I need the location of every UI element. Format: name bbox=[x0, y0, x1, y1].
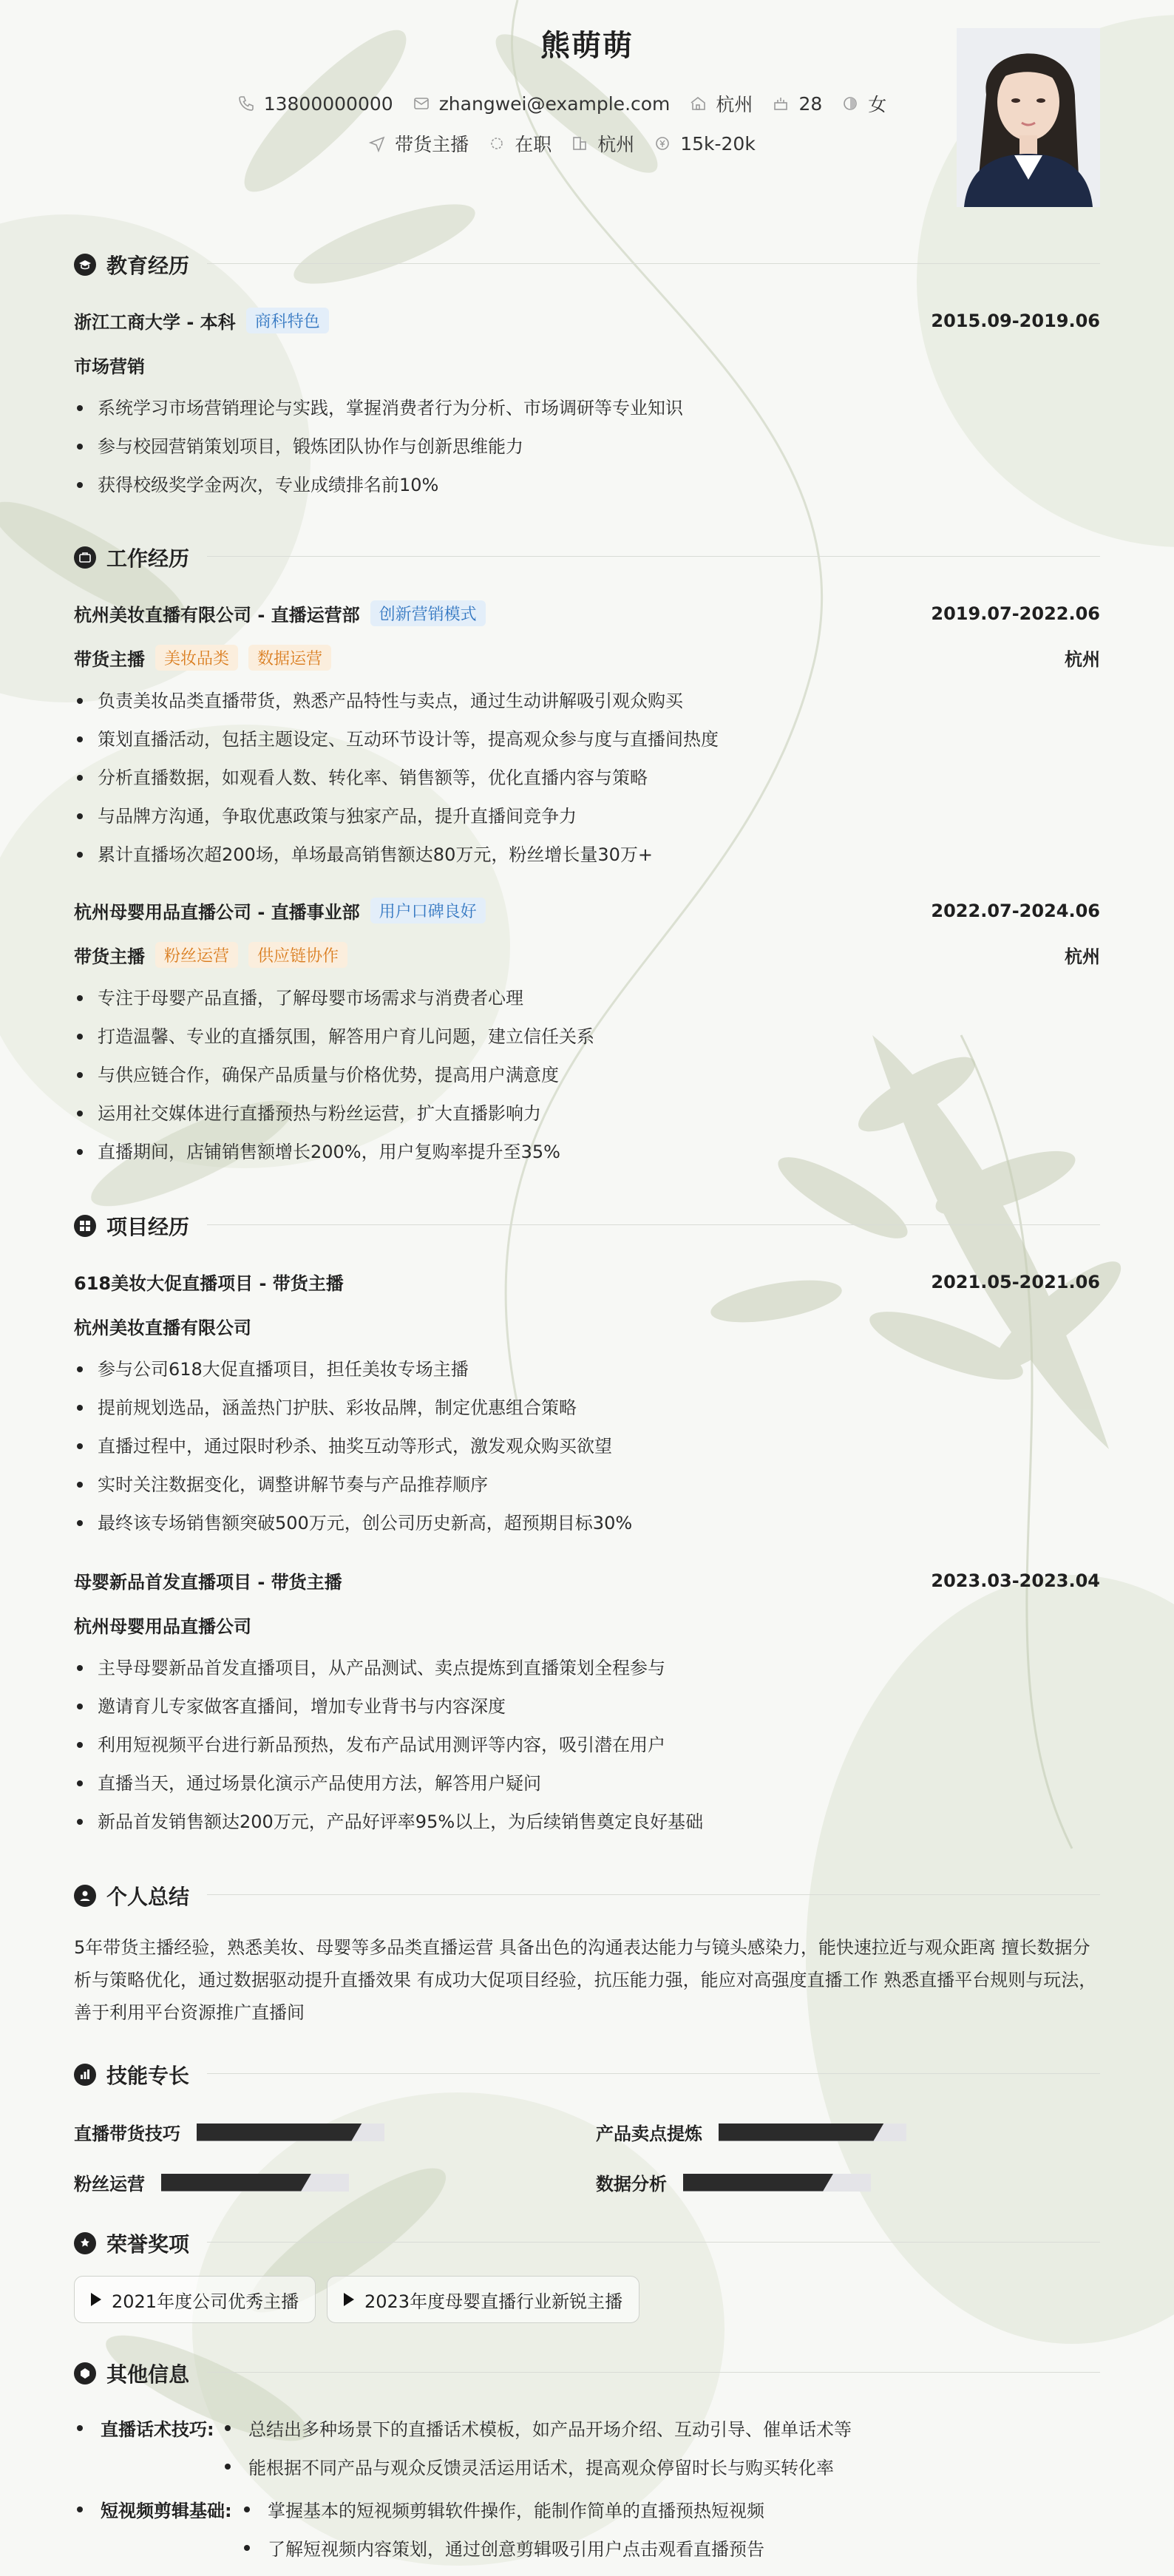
major-name: 市场营销 bbox=[74, 356, 145, 377]
phone bbox=[237, 90, 393, 117]
job-header bbox=[74, 898, 1100, 923]
email-value: zhangwei@example.com bbox=[438, 92, 671, 115]
job-tag: 用户口碑良好 bbox=[370, 898, 486, 923]
status-value: 在职 bbox=[515, 134, 552, 155]
skill-name: 直播带货技巧 bbox=[74, 2123, 180, 2144]
list-item: 参与校园营销策划项目，锻炼团队协作与创新思维能力 bbox=[74, 427, 1100, 466]
job-role: 带货主播 bbox=[74, 946, 145, 967]
skill-bar bbox=[197, 2123, 384, 2141]
grid-icon bbox=[74, 1215, 96, 1237]
position-value: 带货主播 bbox=[395, 134, 469, 155]
skill-bar-fill bbox=[719, 2123, 884, 2141]
list-item: 能根据不同产品与观众反馈灵活运用话术，提高观众停留时长与购买转化率 bbox=[225, 2453, 834, 2479]
list-item: 参与公司618大促直播项目，担任美妆专场主播 bbox=[74, 1350, 1100, 1389]
list-item: 负责美妆品类直播带货，熟悉产品特性与卖点，通过生动讲解吸引观众购买 bbox=[74, 682, 1100, 720]
contact-row bbox=[81, 90, 1042, 117]
job-role: 带货主播 bbox=[74, 649, 145, 670]
project-date: 2023.03-2023.04 bbox=[931, 1570, 1100, 1591]
work-section-title bbox=[74, 543, 189, 572]
job-city: 杭州 bbox=[1065, 649, 1100, 670]
list-item: 分析直播数据，如观看人数、转化率、销售额等，优化直播内容与策略 bbox=[74, 759, 1100, 797]
bar-chart-icon bbox=[74, 2064, 96, 2086]
list-item: 利用短视频平台进行新品预热，发布产品试用测评等内容，吸引潜在用户 bbox=[74, 1726, 1100, 1764]
phone-icon bbox=[237, 95, 255, 112]
list-item: 实时关注数据变化，调整讲解节奏与产品推荐顺序 bbox=[74, 1465, 1100, 1504]
city-value: 杭州 bbox=[597, 134, 635, 155]
job-city: 杭州 bbox=[1065, 946, 1100, 967]
briefcase-icon bbox=[74, 546, 96, 569]
job-role-tag: 数据运营 bbox=[248, 645, 331, 671]
project-org-row bbox=[74, 1313, 1100, 1339]
award-item bbox=[74, 2276, 316, 2323]
badge-icon bbox=[74, 2362, 96, 2385]
award-item bbox=[327, 2276, 639, 2323]
job-role-row bbox=[74, 645, 1100, 671]
job-bullets bbox=[74, 979, 1100, 1171]
mail-icon bbox=[413, 95, 430, 112]
skills-section-title bbox=[74, 2060, 189, 2089]
skill-item bbox=[74, 2119, 384, 2145]
list-item: 了解短视频内容策划，通过创意剪辑吸引用户点击观看直播预告 bbox=[244, 2535, 764, 2560]
project-name: 618美妆大促直播项目 - 带货主播 bbox=[74, 1273, 344, 1294]
job-intent-row bbox=[81, 130, 1042, 157]
section-divider bbox=[207, 1224, 1100, 1225]
age bbox=[772, 90, 822, 117]
section-divider bbox=[207, 2073, 1100, 2074]
project-org: 杭州母婴用品直播公司 bbox=[74, 1616, 251, 1637]
list-item: 专注于母婴产品直播，了解母婴市场需求与消费者心理 bbox=[74, 979, 1100, 1017]
section-divider bbox=[207, 263, 1100, 264]
skill-bar bbox=[683, 2174, 871, 2192]
list-item: 邀请育儿专家做客直播间，增加专业背书与内容深度 bbox=[74, 1687, 1100, 1726]
list-item: 与供应链合作，确保产品质量与价格优势，提高用户满意度 bbox=[74, 1056, 1100, 1094]
skill-bar bbox=[161, 2174, 349, 2192]
salary-value: 15k-20k bbox=[680, 132, 756, 155]
list-item: 提前规划选品，涵盖热门护肤、彩妆品牌，制定优惠组合策略 bbox=[74, 1389, 1100, 1427]
send-icon bbox=[368, 135, 386, 152]
education-title: 教育经历 bbox=[106, 254, 190, 278]
cake-icon bbox=[772, 95, 790, 112]
job-role-tag: 粉丝运营 bbox=[155, 942, 238, 968]
portrait-image bbox=[957, 28, 1100, 207]
gender-value: 女 bbox=[868, 94, 887, 115]
project-header bbox=[74, 1269, 1100, 1295]
project-org: 杭州美妆直播有限公司 bbox=[74, 1318, 251, 1338]
age-value: 28 bbox=[798, 92, 823, 115]
skill-bar-fill bbox=[197, 2123, 362, 2141]
skills-title: 技能专长 bbox=[106, 2064, 190, 2088]
list-item: 直播当天，通过场景化演示产品使用方法，解答用户疑问 bbox=[74, 1764, 1100, 1803]
list-item: 主导母婴新品首发直播项目，从产品测试、卖点提炼到直播策划全程参与 bbox=[74, 1649, 1100, 1687]
list-item: 系统学习市场营销理论与实践，掌握消费者行为分析、市场调研等专业知识 bbox=[74, 389, 1100, 427]
work-title: 工作经历 bbox=[106, 546, 190, 571]
section-divider bbox=[207, 1894, 1100, 1895]
hometown-value: 杭州 bbox=[716, 94, 753, 115]
list-item: 策划直播活动，包括主题设定、互动环节设计等，提高观众参与度与直播间热度 bbox=[74, 720, 1100, 759]
skill-name: 粉丝运营 bbox=[74, 2174, 145, 2194]
section-divider bbox=[207, 556, 1100, 557]
skill-name: 数据分析 bbox=[596, 2174, 667, 2194]
job-company: 杭州母婴用品直播公司 - 直播事业部 bbox=[74, 902, 360, 923]
project-section-title bbox=[74, 1211, 189, 1241]
education-date: 2015.09-2019.06 bbox=[931, 310, 1100, 331]
list-item: 获得校级奖学金两次，专业成绩排名前10% bbox=[74, 466, 1100, 504]
project-bullets bbox=[74, 1649, 1100, 1841]
job-role-row bbox=[74, 942, 1100, 968]
project-org-row bbox=[74, 1612, 1100, 1638]
project-header bbox=[74, 1567, 1100, 1593]
other-title: 其他信息 bbox=[106, 2362, 190, 2387]
summary-title: 个人总结 bbox=[106, 1885, 190, 1909]
other-group-label: 直播话术技巧: bbox=[74, 2415, 214, 2441]
summary-text: 5年带货主播经验，熟悉美妆、母婴等多品类直播运营 具备出色的沟通表达能力与镜头感染力，能快速拉近与观众距离 擅长数据分析与策略优化，通过数据驱动提升直播效果 有成功大促项目经验，抗压能力强，能应对高强度直播工作 熟悉直播平台规则与玩法，善于利用平台资源推广直播间 bbox=[74, 1937, 1097, 2023]
list-item: 运用社交媒体进行直播预热与粉丝运营，扩大直播影响力 bbox=[74, 1094, 1100, 1133]
other-section-title bbox=[74, 2359, 189, 2388]
status bbox=[488, 130, 552, 157]
awards-section-title bbox=[74, 2228, 189, 2258]
section-divider bbox=[207, 2242, 1100, 2243]
project-bullets bbox=[74, 1350, 1100, 1542]
skill-name: 产品卖点提炼 bbox=[596, 2123, 702, 2144]
status-icon bbox=[488, 135, 506, 152]
salary-icon bbox=[654, 135, 671, 152]
education-bullets bbox=[74, 389, 1100, 504]
other-group-label: 短视频剪辑基础: bbox=[74, 2496, 232, 2522]
candidate-name: 熊萌萌 bbox=[540, 29, 634, 63]
awards-title: 荣誉奖项 bbox=[106, 2232, 190, 2257]
list-item: 直播期间，店铺销售额增长200%，用户复购率提升至35% bbox=[74, 1133, 1100, 1171]
job-header bbox=[74, 600, 1100, 626]
school-name: 浙江工商大学 - 本科 bbox=[74, 312, 236, 333]
graduation-cap-icon bbox=[74, 254, 96, 276]
gender-icon bbox=[841, 95, 859, 112]
building-icon bbox=[571, 135, 588, 152]
award-label: 2023年度母婴直播行业新锐主播 bbox=[364, 2291, 623, 2312]
home-icon bbox=[689, 95, 707, 112]
job-role-tag: 美妆品类 bbox=[155, 645, 238, 671]
list-item: 打造温馨、专业的直播氛围，解答用户育儿问题，建立信任关系 bbox=[74, 1017, 1100, 1056]
play-icon bbox=[91, 2293, 101, 2306]
position bbox=[368, 130, 469, 157]
list-item: 累计直播场次超200场，单场最高销售额达80万元，粉丝增长量30万+ bbox=[74, 835, 1100, 874]
play-icon bbox=[344, 2293, 354, 2306]
phone-value: 13800000000 bbox=[263, 92, 393, 115]
award-label: 2021年度公司优秀主播 bbox=[112, 2291, 299, 2312]
list-item: 最终该专场销售额突破500万元，创公司历史新高，超预期目标30% bbox=[74, 1504, 1100, 1542]
project-title: 项目经历 bbox=[106, 1215, 190, 1239]
list-item: 总结出多种场景下的直播话术模板，如产品开场介绍、互动引导、催单话术等 bbox=[225, 2415, 852, 2441]
skill-item bbox=[596, 2119, 906, 2145]
list-item: 掌握基本的短视频剪辑软件操作，能制作简单的直播预热短视频 bbox=[244, 2496, 764, 2522]
skill-item bbox=[596, 2169, 871, 2195]
skill-bar-fill bbox=[683, 2174, 833, 2192]
education-tag: 商科特色 bbox=[246, 308, 329, 333]
section-divider bbox=[207, 2372, 1100, 2373]
job-date: 2019.07-2022.06 bbox=[931, 603, 1100, 624]
email bbox=[413, 90, 671, 117]
education-section-title bbox=[74, 250, 189, 279]
job-bullets bbox=[74, 682, 1100, 874]
list-item: 与品牌方沟通，争取优惠政策与独家产品，提升直播间竞争力 bbox=[74, 797, 1100, 835]
job-date: 2022.07-2024.06 bbox=[931, 900, 1100, 921]
skill-bar bbox=[719, 2123, 906, 2141]
project-name: 母婴新品首发直播项目 - 带货主播 bbox=[74, 1572, 342, 1593]
profile-photo bbox=[957, 28, 1100, 207]
project-date: 2021.05-2021.06 bbox=[931, 1271, 1100, 1292]
user-icon bbox=[74, 1885, 96, 1907]
job-company: 杭州美妆直播有限公司 - 直播运营部 bbox=[74, 605, 360, 626]
skill-bar-fill bbox=[161, 2174, 311, 2192]
list-item: 直播过程中，通过限时秒杀、抽奖互动等形式，激发观众购买欲望 bbox=[74, 1427, 1100, 1465]
hometown bbox=[689, 90, 753, 117]
summary-section-title bbox=[74, 1881, 189, 1911]
job-role-tag: 供应链协作 bbox=[248, 942, 347, 968]
job-tag: 创新营销模式 bbox=[370, 600, 486, 626]
city bbox=[571, 130, 634, 157]
education-entry-header bbox=[74, 308, 1100, 333]
gender bbox=[841, 90, 886, 117]
award-icon bbox=[74, 2232, 96, 2254]
list-item: 新品首发销售额达200万元，产品好评率95%以上，为后续销售奠定良好基础 bbox=[74, 1803, 1100, 1841]
salary bbox=[654, 130, 756, 157]
skill-item bbox=[74, 2169, 349, 2195]
education-major-row bbox=[74, 352, 1100, 378]
